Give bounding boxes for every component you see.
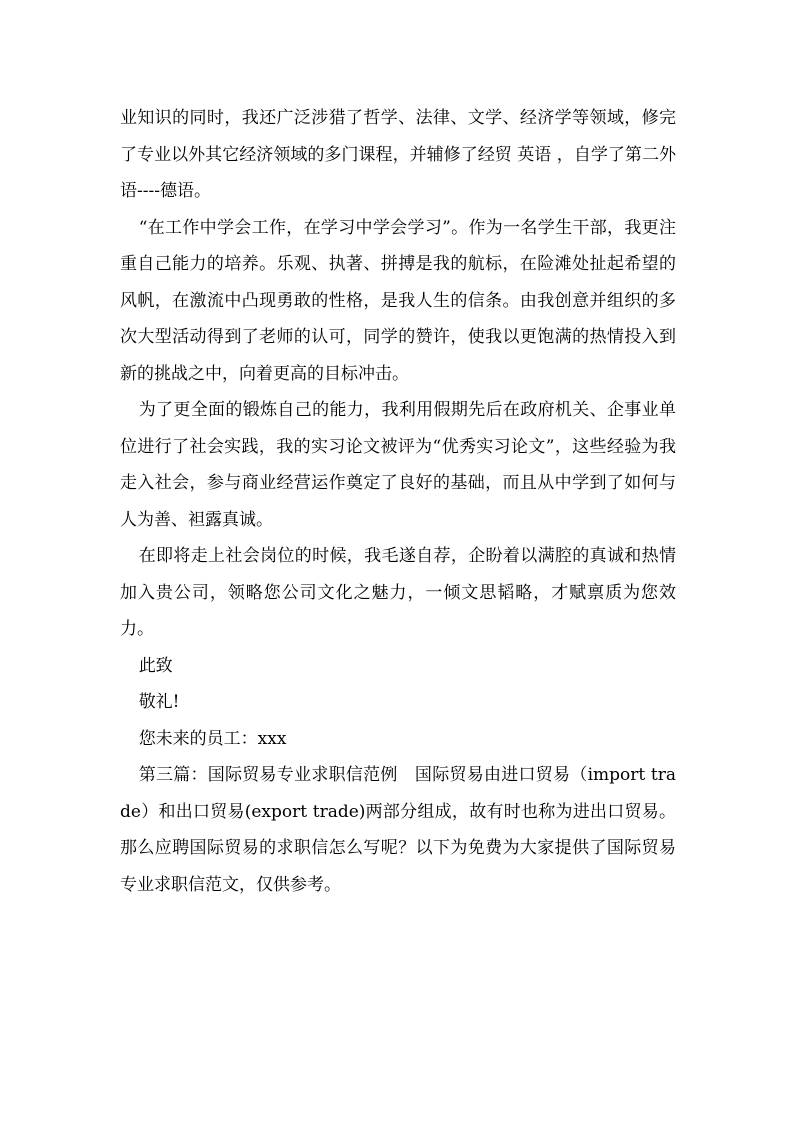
paragraph-practice: 为了更全面的锻炼自己的能力，我利用假期先后在政府机关、企事业单位进行了社会实践，我的实习论文被评为“优秀实习论文”，这些经验为我走入社会，参与商业经营运作奠定了良好的基础，而且从中学到了如何与人为善、袒露真诚。 — [120, 400, 676, 530]
paragraph-student-leader: “在工作中学会工作，在学习中学会学习”。作为一名学生干部，我更注重自己能力的培养。乐观、执著、拼搏是我的航标，在险滩处扯起希望的风帆，在激流中凸现勇敢的性格，是我人生的信条。由我创意并组织的多次大型活动得到了老师的认可，同学的赞许，使我以更饱满的热情投入到新的挑战之中，向着更高的目标冲击。 — [120, 217, 676, 384]
paragraph-third-article: 第三篇：国际贸易专业求职信范例 国际贸易由进口贸易（import trade）和出口贸易(export trade)两部分组成，故有时也称为进出口贸易。那么应聘国际贸易的求职信怎么写呢？以下为免费为大家提供了国际贸易专业求职信范文，仅供参考。 — [120, 765, 676, 895]
closing-salutation: 此致 — [138, 655, 173, 676]
signature-line: 您未来的员工：xxx — [138, 728, 287, 749]
document-body — [120, 100, 676, 903]
paragraph-self-recommendation: 在即将走上社会岗位的时候，我毛遂自荐，企盼着以满腔的真诚和热情加入贵公司，领略您公司文化之魅力，一倾文思韬略，才赋禀质为您效力。 — [120, 546, 676, 639]
paragraph-education: 业知识的同时，我还广泛涉猎了哲学、法律、文学、经济学等领域，修完了专业以外其它经济领域的多门课程，并辅修了经贸 英语 ，自学了第二外语----德语。 — [120, 108, 676, 201]
closing-regards: 敬礼! — [138, 692, 180, 712]
